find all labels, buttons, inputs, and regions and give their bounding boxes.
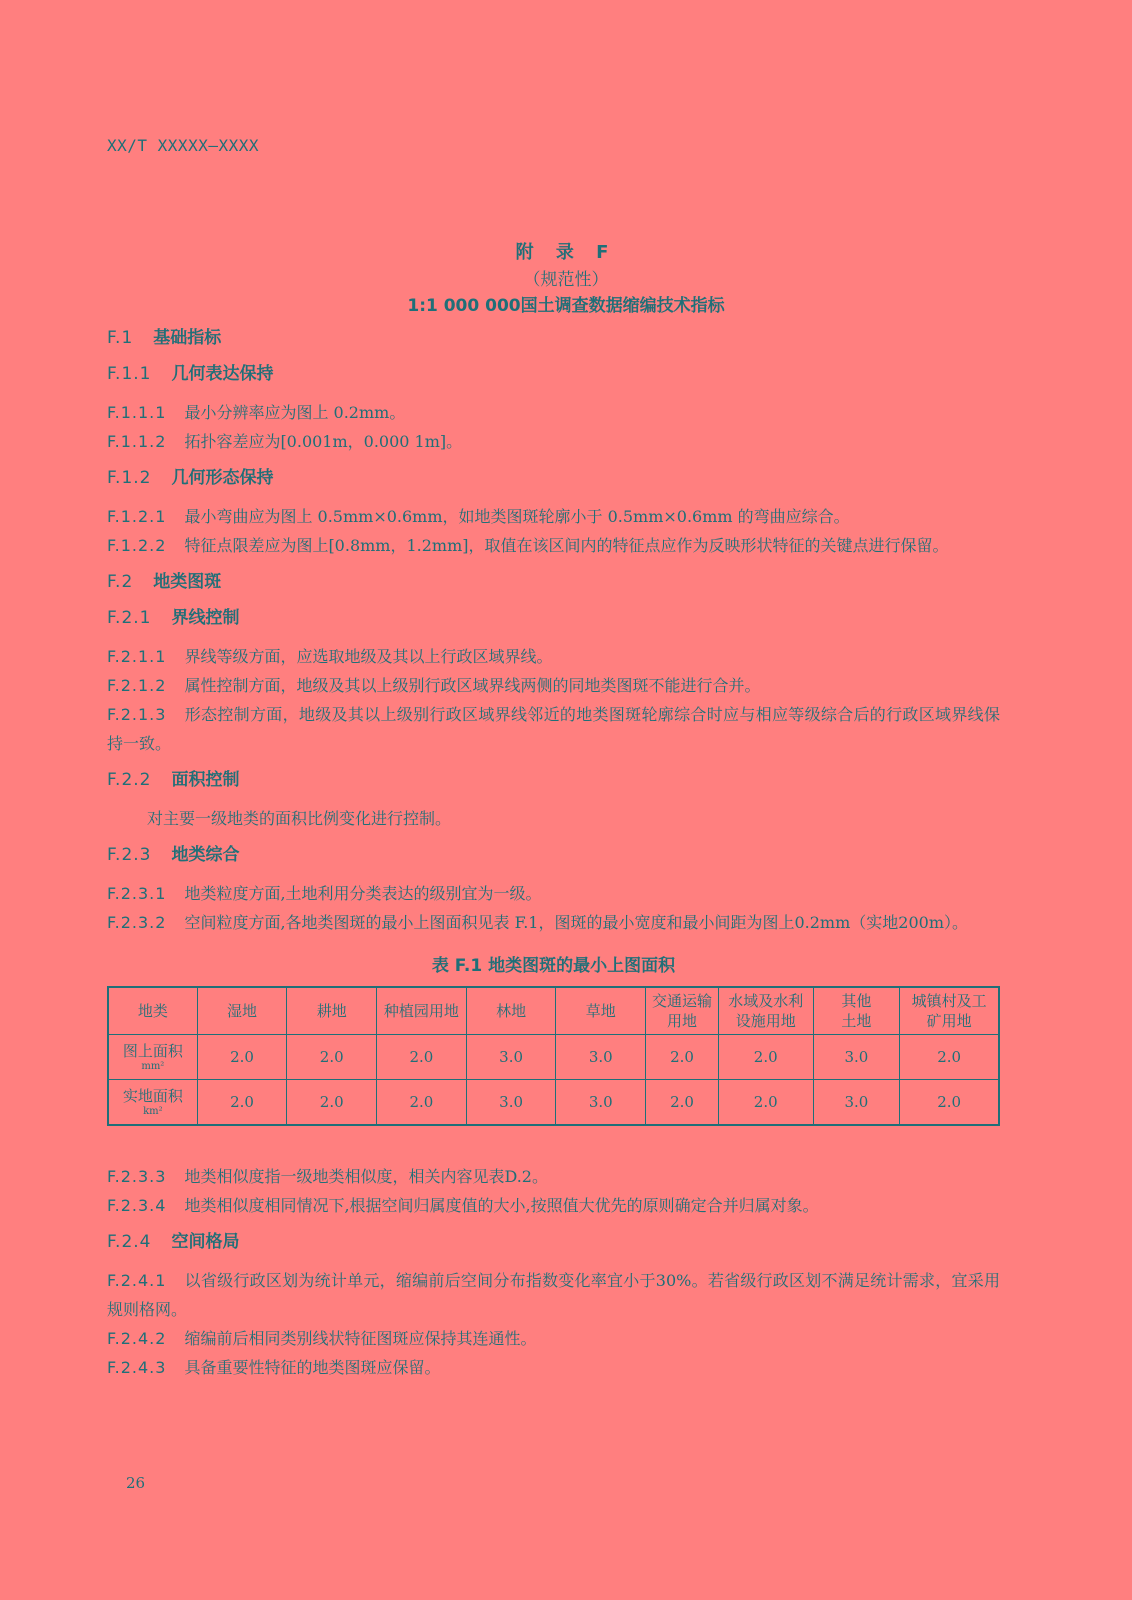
table-cell: 2.0 bbox=[900, 1080, 999, 1126]
section-heading: F.2.3 地类综合 bbox=[107, 845, 240, 865]
section-heading: F.2 地类图斑 bbox=[107, 572, 222, 592]
section-heading: F.1.2 几何形态保持 bbox=[107, 468, 274, 488]
section-heading: F.2.4 空间格局 bbox=[107, 1232, 240, 1252]
table-title: 表 F.1 地类图斑的最小上图面积 bbox=[431, 956, 676, 976]
clause: F.2.1.1 界线等级方面，应选取地级及其以上行政区域界线。 bbox=[107, 647, 553, 666]
section-heading: F.2.1 界线控制 bbox=[107, 608, 240, 628]
table-header-cell: 地类 bbox=[108, 987, 197, 1035]
clause-group bbox=[107, 879, 1000, 937]
row-label-cell: 图上面积 mm² bbox=[108, 1035, 197, 1080]
section-heading: F.1.1 几何表达保持 bbox=[107, 364, 274, 384]
table-header-cell: 城镇村及工 矿用地 bbox=[900, 987, 999, 1035]
clause: F.1.1.1 最小分辨率应为图上 0.2mm。 bbox=[107, 403, 406, 422]
table-cell: 3.0 bbox=[556, 1035, 646, 1080]
clause: F.1.2.1 最小弯曲应为图上 0.5mm×0.6mm，如地类图斑轮廓小于 0.5mm×0.6mm 的弯曲应综合。 bbox=[107, 507, 850, 526]
clause: F.2.1.3 形态控制方面，地级及其以上级别行政区域界线邻近的地类图斑轮廓综合时应与相应等级综合后的行政区域界线保持一致。 bbox=[107, 705, 1000, 753]
table-cell: 2.0 bbox=[377, 1035, 467, 1080]
table-cell: 2.0 bbox=[287, 1080, 377, 1126]
clause-group bbox=[107, 1266, 1000, 1382]
section-heading: F.2.2 面积控制 bbox=[107, 770, 240, 790]
clause-group bbox=[107, 642, 1000, 758]
clause: F.2.4.3 具备重要性特征的地类图斑应保留。 bbox=[107, 1358, 441, 1377]
clause: F.2.4.2 缩编前后相同类别线状特征图斑应保持其连通性。 bbox=[107, 1329, 537, 1348]
table-row bbox=[108, 1080, 999, 1126]
clause: F.2.3.2 空间粒度方面,各地类图斑的最小上图面积见表 F.1，图斑的最小宽度和最小间距为图上0.2mm（实地200m）。 bbox=[107, 913, 968, 932]
clause-group bbox=[107, 1162, 1000, 1220]
clause: F.2.3.3 地类相似度指一级地类相似度，相关内容见表D.2。 bbox=[107, 1167, 548, 1186]
table-cell: 2.0 bbox=[197, 1035, 287, 1080]
table-cell: 3.0 bbox=[556, 1080, 646, 1126]
clause: F.1.2.2 特征点限差应为图上[0.8mm，1.2mm]，取值在该区间内的特征点应作为反映形状特征的关键点进行保留。 bbox=[107, 536, 949, 555]
table-cell: 2.0 bbox=[646, 1080, 719, 1126]
section-heading: F.1 基础指标 bbox=[107, 328, 222, 348]
clause: F.2.1.2 属性控制方面，地级及其以上级别行政区域界线两侧的同地类图斑不能进行合并。 bbox=[107, 676, 761, 695]
clause: F.2.4.1 以省级行政区划为统计单元，缩编前后空间分布指数变化率宜小于30%。若省级行政区划不满足统计需求，宜采用规则格网。 bbox=[107, 1271, 1000, 1319]
table-cell: 3.0 bbox=[813, 1035, 900, 1080]
table-header-cell: 湿地 bbox=[197, 987, 287, 1035]
document-code: XX/T XXXXX—XXXX bbox=[107, 136, 259, 155]
clause-text: 对主要一级地类的面积比例变化进行控制。 bbox=[147, 809, 452, 828]
table-cell: 2.0 bbox=[718, 1080, 813, 1126]
clause: F.2.3.1 地类粒度方面,土地利用分类表达的级别宜为一级。 bbox=[107, 884, 542, 903]
table-cell: 2.0 bbox=[646, 1035, 719, 1080]
table-header-cell: 水域及水利 设施用地 bbox=[718, 987, 813, 1035]
table-cell: 3.0 bbox=[466, 1080, 556, 1126]
appendix-title: 附 录 F bbox=[515, 242, 617, 263]
clause-group bbox=[107, 398, 1000, 456]
table-cell: 2.0 bbox=[377, 1080, 467, 1126]
document-body bbox=[107, 326, 1000, 1382]
table-header-cell: 耕地 bbox=[287, 987, 377, 1035]
table-cell: 2.0 bbox=[718, 1035, 813, 1080]
table-cell: 2.0 bbox=[287, 1035, 377, 1080]
clause: F.2.3.4 地类相似度相同情况下,根据空间归属度值的大小,按照值大优先的原则确定合并归属对象。 bbox=[107, 1196, 819, 1215]
table-header-cell: 其他 土地 bbox=[813, 987, 900, 1035]
appendix-type: （规范性） bbox=[523, 270, 609, 290]
clause: F.1.1.2 拓扑容差应为[0.001m，0.000 1m]。 bbox=[107, 432, 463, 451]
page-number: 26 bbox=[126, 1474, 146, 1492]
table-cell: 2.0 bbox=[900, 1035, 999, 1080]
min-area-table bbox=[107, 986, 1000, 1126]
table-row bbox=[108, 1035, 999, 1080]
clause-group bbox=[107, 804, 1000, 833]
appendix-name: 1:1 000 000国土调查数据缩编技术指标 bbox=[407, 296, 725, 316]
table-cell: 3.0 bbox=[813, 1080, 900, 1126]
table-cell: 2.0 bbox=[197, 1080, 287, 1126]
clause-group bbox=[107, 502, 1000, 560]
table-header-cell: 交通运输 用地 bbox=[646, 987, 719, 1035]
table-header-cell: 草地 bbox=[556, 987, 646, 1035]
row-label-cell: 实地面积 km² bbox=[108, 1080, 197, 1126]
table-header-cell: 林地 bbox=[466, 987, 556, 1035]
table-cell: 3.0 bbox=[466, 1035, 556, 1080]
table-header-cell: 种植园用地 bbox=[377, 987, 467, 1035]
